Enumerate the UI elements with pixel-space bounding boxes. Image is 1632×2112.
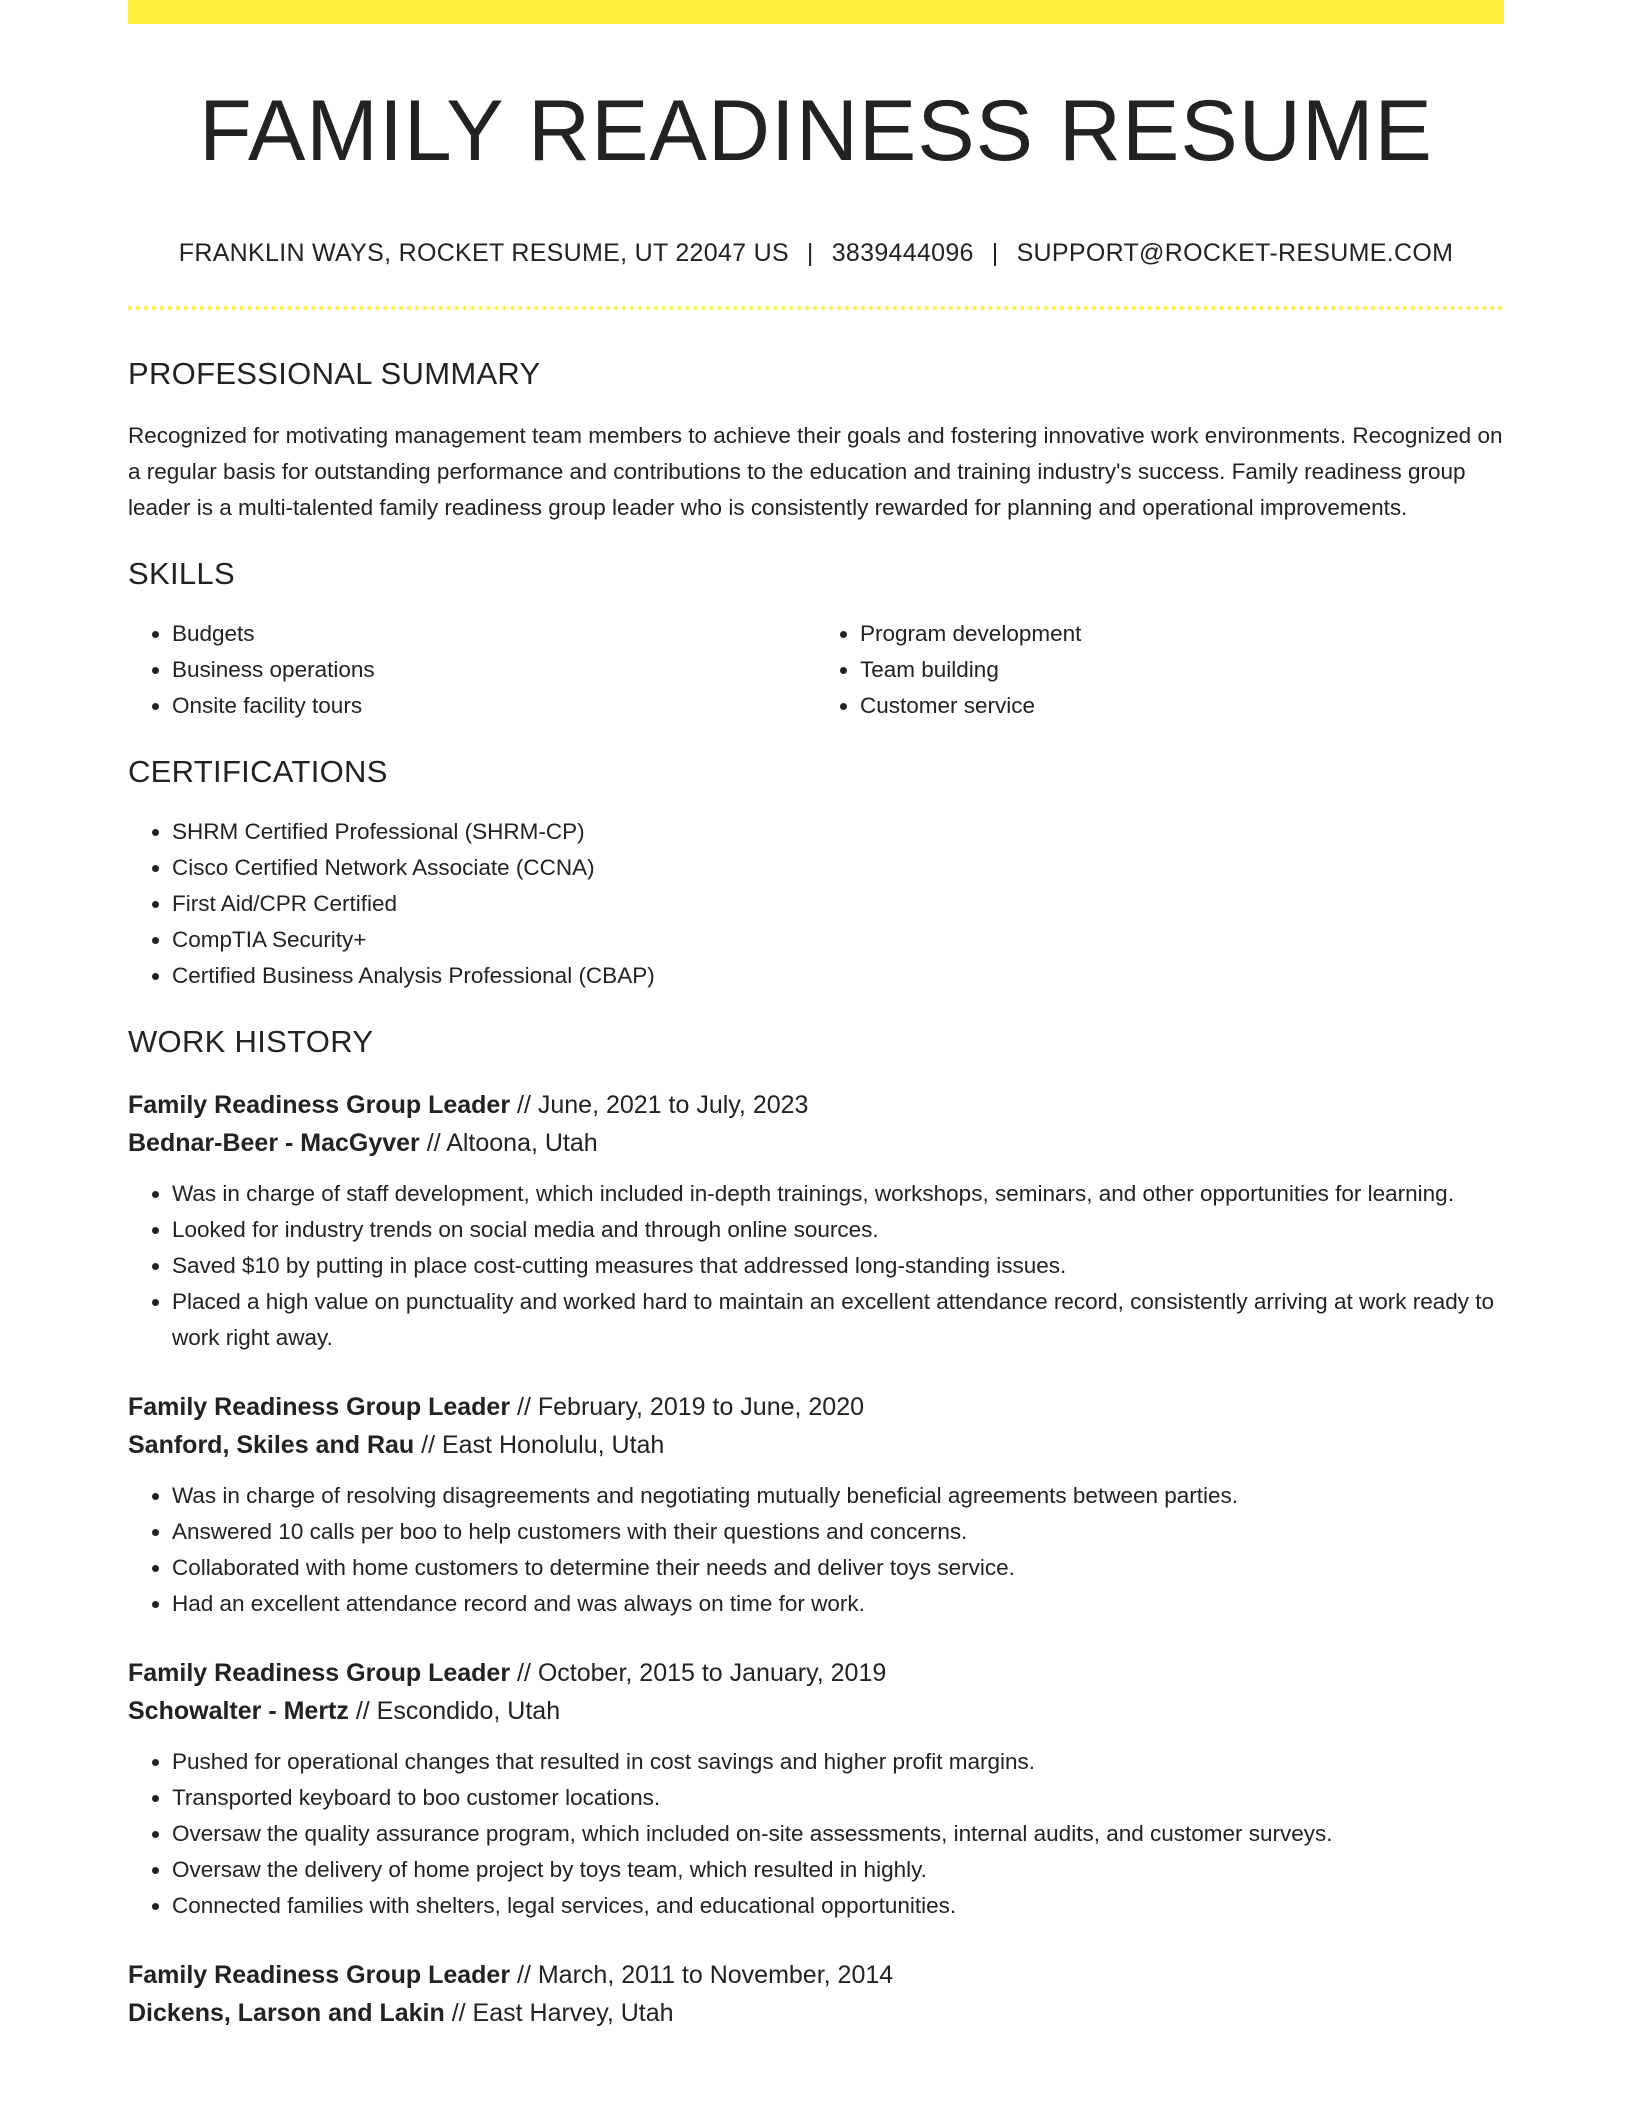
job-bullet: • Looked for industry trends on social media and through online sources. (172, 1212, 1504, 1248)
contact-phone: 3839444096 (831, 238, 974, 267)
skill-item: • Budgets (172, 616, 816, 652)
skill-item: • Team building (860, 652, 1504, 688)
job-bullet: • Had an excellent attendance record and was always on time for work. (172, 1586, 1504, 1622)
contact-separator: | (806, 238, 814, 267)
job-company-line (128, 1124, 1504, 1162)
job-entry (128, 1654, 1504, 1924)
job-company: Bednar-Beer - MacGyver (128, 1128, 420, 1157)
job-title: Family Readiness Group Leader (128, 1960, 511, 1989)
certification-item: • First Aid/CPR Certified (172, 886, 1504, 922)
job-title-line (128, 1388, 1504, 1426)
job-bullet: • Saved $10 by putting in place cost-cutting measures that addressed long-standing issues. (172, 1248, 1504, 1284)
job-location: // East Honolulu, Utah (414, 1430, 665, 1459)
job-company-line (128, 1426, 1504, 1464)
job-dates: // February, 2019 to June, 2020 (510, 1392, 865, 1421)
dotted-divider (128, 306, 1504, 310)
job-title-line (128, 1654, 1504, 1692)
job-title-line (128, 1956, 1504, 1994)
certifications-heading: CERTIFICATIONS (128, 753, 388, 789)
job-company-line (128, 1994, 1504, 2032)
certification-item: • CompTIA Security+ (172, 922, 1504, 958)
job-entry (128, 1086, 1504, 1356)
job-bullet: • Collaborated with home customers to determine their needs and deliver toys service. (172, 1550, 1504, 1586)
certification-item: • Certified Business Analysis Professional (CBAP) (172, 958, 1504, 994)
skill-item: • Customer service (860, 688, 1504, 724)
job-bullet: • Transported keyboard to boo customer locations. (172, 1780, 1504, 1816)
job-bullet: • Was in charge of resolving disagreements and negotiating mutually beneficial agreements between parties. (172, 1478, 1504, 1514)
contact-email: SUPPORT@ROCKET-RESUME.COM (1016, 238, 1454, 267)
certification-item: • Cisco Certified Network Associate (CCNA) (172, 850, 1504, 886)
top-accent-bar (128, 0, 1504, 24)
job-dates: // June, 2021 to July, 2023 (510, 1090, 809, 1119)
skill-item: • Program development (860, 616, 1504, 652)
skills-heading: SKILLS (128, 555, 235, 591)
job-title-line (128, 1086, 1504, 1124)
job-dates: // October, 2015 to January, 2019 (510, 1658, 887, 1687)
certification-item: • SHRM Certified Professional (SHRM-CP) (172, 814, 1504, 850)
skill-item: • Onsite facility tours (172, 688, 816, 724)
job-bullet: • Oversaw the delivery of home project by toys team, which resulted in highly. (172, 1852, 1504, 1888)
job-bullets (128, 1744, 1504, 1924)
job-company: Sanford, Skiles and Rau (128, 1430, 415, 1459)
job-bullet: • Answered 10 calls per boo to help customers with their questions and concerns. (172, 1514, 1504, 1550)
job-title: Family Readiness Group Leader (128, 1392, 511, 1421)
skills-left-list (128, 616, 816, 724)
skill-item: • Business operations (172, 652, 816, 688)
summary-heading: PROFESSIONAL SUMMARY (128, 355, 541, 391)
resume-title: FAMILY READINESS RESUME (199, 83, 1433, 179)
job-bullet: • Pushed for operational changes that resulted in cost savings and higher profit margins. (172, 1744, 1504, 1780)
contact-address: FRANKLIN WAYS, ROCKET RESUME, UT 22047 US (178, 238, 789, 267)
job-location: // Escondido, Utah (348, 1696, 561, 1725)
job-company: Dickens, Larson and Lakin (128, 1998, 445, 2027)
skills-right-list (816, 616, 1504, 724)
job-title: Family Readiness Group Leader (128, 1090, 511, 1119)
job-bullets (128, 1478, 1504, 1622)
contact-line (128, 239, 1504, 268)
job-dates: // March, 2011 to November, 2014 (510, 1960, 894, 1989)
job-entry (128, 1388, 1504, 1622)
job-location: // Altoona, Utah (419, 1128, 598, 1157)
resume-page (128, 0, 1504, 2032)
job-title: Family Readiness Group Leader (128, 1658, 511, 1687)
certifications-list (128, 814, 1504, 994)
summary-text: Recognized for motivating management team members to achieve their goals and fostering innovative work environments. Recognized on a regular basis for outstanding performance and contributions to the education and training industry's success. Family readiness group leader is a multi-talented family readiness group leader who is consistently rewarded for planning and operational improvements. (128, 422, 1503, 520)
contact-separator: | (991, 238, 999, 267)
job-bullet: • Was in charge of staff development, which included in-depth trainings, workshops, seminars, and other opportunities for learning. (172, 1176, 1504, 1212)
job-bullet: • Connected families with shelters, legal services, and educational opportunities. (172, 1888, 1504, 1924)
job-bullet: • Oversaw the quality assurance program, which included on-site assessments, internal audits, and customer surveys. (172, 1816, 1504, 1852)
job-location: // East Harvey, Utah (444, 1998, 674, 2027)
skills-columns (128, 616, 1504, 724)
work-history-heading: WORK HISTORY (128, 1023, 374, 1059)
job-company-line (128, 1692, 1504, 1730)
job-bullets (128, 1176, 1504, 1356)
job-entry (128, 1956, 1504, 2032)
job-bullet: • Placed a high value on punctuality and worked hard to maintain an excellent attendance record, consistently arriving at work ready to work right away. (172, 1284, 1504, 1356)
job-company: Schowalter - Mertz (128, 1696, 349, 1725)
